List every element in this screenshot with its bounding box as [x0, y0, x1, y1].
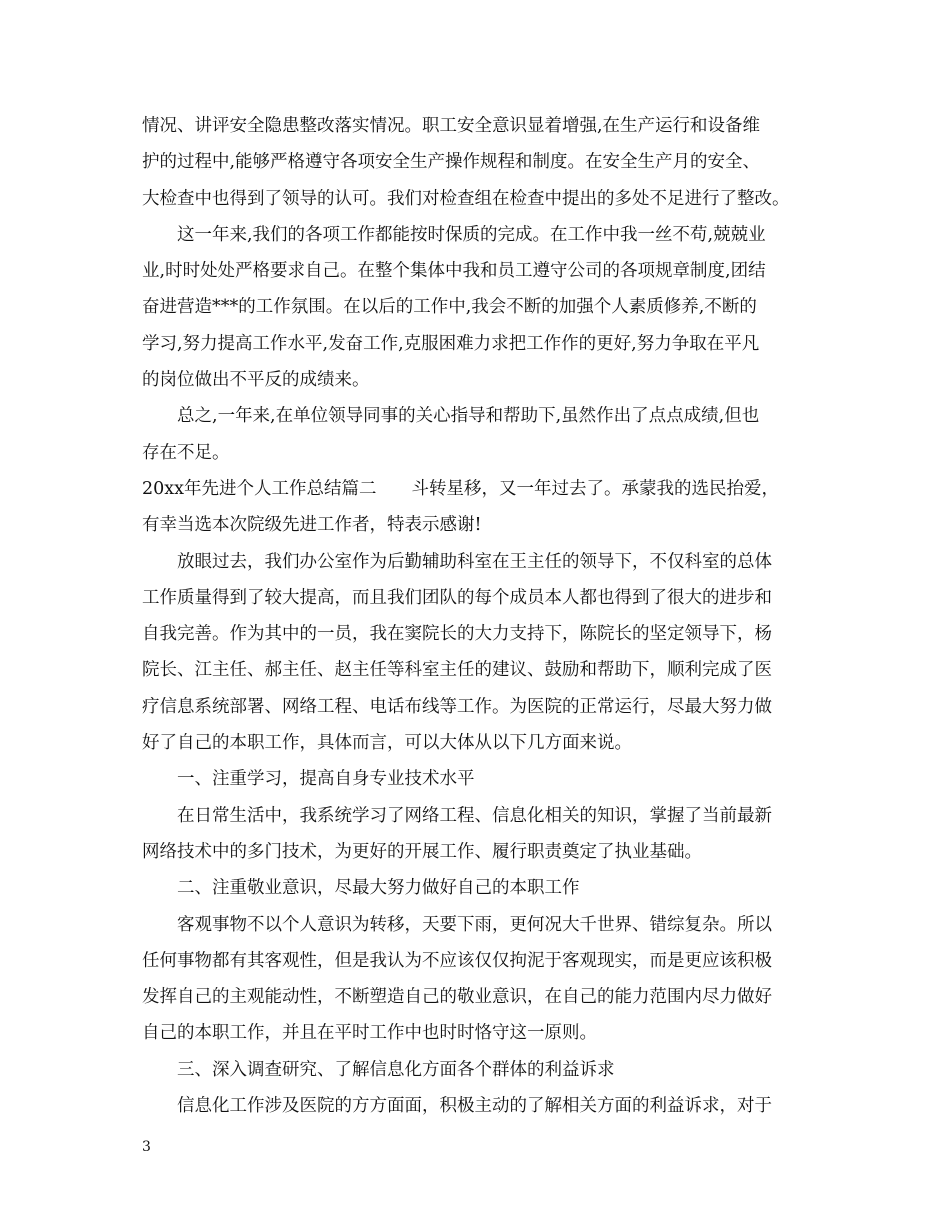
text-line: 总之,一年来,在单位领导同事的关心指导和帮助下,虽然作出了点点成绩,但也 — [177, 406, 760, 427]
text-line: 在日常生活中，我系统学习了网络工程、信息化相关的知识，掌握了当前最新 — [177, 805, 772, 826]
text-line: 任何事物都有其客观性，但是我认为不应该仅仅拘泥于客观现实，而是更应该积极 — [142, 950, 772, 971]
text-line: 客观事物不以个人意识为转移，天要下雨，更何况大千世界、错综复杂。所以 — [177, 914, 772, 935]
text-line: 院长、江主任、郝主任、赵主任等科室主任的建议、鼓励和帮助下，顺利完成了医 — [142, 660, 772, 681]
text-line: 好了自己的本职工作，具体而言，可以大体从以下几方面来说。 — [142, 733, 632, 754]
text-line: 二、注重敬业意识，尽最大努力做好自己的本职工作 — [177, 878, 580, 899]
text-line: 信息化工作涉及医院的方方面面，积极主动的了解相关方面的利益诉求，对于 — [177, 1096, 772, 1117]
text-line: 大检查中也得到了领导的认可。我们对检查组在检查中提出的多处不足进行了整改。 — [142, 188, 790, 209]
document-body — [142, 108, 822, 1124]
text-line: 三、深入调查研究、了解信息化方面各个群体的利益诉求 — [177, 1059, 615, 1080]
text-line: 20xx年先进个人工作总结篇二 斗转星移，又一年过去了。承蒙我的选民抬爱， — [142, 478, 780, 499]
text-line: 网络技术中的多门技术，为更好的开展工作、履行职责奠定了执业基础。 — [142, 841, 702, 862]
text-line: 发挥自己的主观能动性，不断塑造自己的敬业意识，在自己的能力范围内尽力做好 — [142, 987, 772, 1008]
text-line: 的岗位做出不平反的成绩来。 — [142, 370, 370, 391]
text-line: 存在不足。 — [142, 442, 230, 463]
text-line: 奋进营造***的工作氛围。在以后的工作中,我会不断的加强个人素质修养,不断的 — [142, 297, 757, 318]
text-line: 疗信息系统部署、网络工程、电话布线等工作。为医院的正常运行，尽最大努力做 — [142, 696, 772, 717]
text-line: 情况、讲评安全隐患整改落实情况。职工安全意识显着增强,在生产运行和设备维 — [142, 116, 761, 136]
text-line: 学习,努力提高工作水平,发奋工作,克服困难力求把工作作的更好,努力争取在平凡 — [142, 333, 760, 354]
text-line: 放眼过去，我们办公室作为后勤辅助科室在王主任的领导下，不仅科室的总体 — [177, 551, 772, 572]
text-line: 一、注重学习，提高自身专业技术水平 — [177, 769, 475, 790]
text-line: 有幸当选本次院级先进工作者，特表示感谢! — [142, 515, 482, 536]
text-line: 自我完善。作为其中的一员，我在窦院长的大力支持下，陈院长的坚定领导下，杨 — [142, 624, 772, 645]
text-line: 护的过程中,能够严格遵守各项安全生产操作规程和制度。在安全生产月的安全、 — [142, 152, 761, 173]
text-line: 自己的本职工作，并且在平时工作中也时时恪守这一原则。 — [142, 1023, 597, 1044]
page-number: 3 — [142, 1139, 151, 1155]
text-line: 工作质量得到了较大提高，而且我们团队的每个成员本人都也得到了很大的进步和 — [142, 587, 772, 608]
text-line: 业,时时处处严格要求自己。在整个集体中我和员工遵守公司的各项规章制度,团结 — [142, 261, 766, 282]
text-line: 这一年来,我们的各项工作都能按时保质的完成。在工作中我一丝不苟,兢兢业 — [177, 224, 766, 245]
